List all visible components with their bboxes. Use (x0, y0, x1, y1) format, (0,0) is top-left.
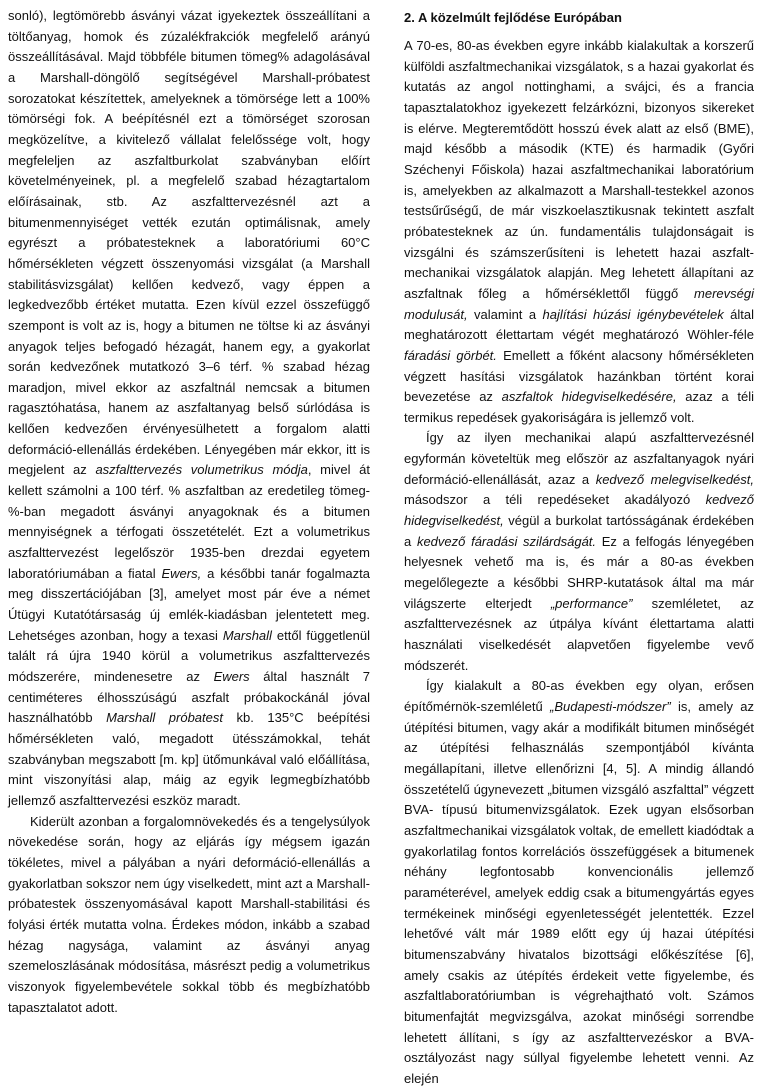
emphasized-text: Marshall (222, 627, 272, 643)
body-text: A 70-es, 80-as években egyre inkább kialakultak a korszerű külföldi aszfaltmechanikai vizsgálatok, s a hazai gyakorlat és kutatás az angol nottinghami, a svájci, és a francia tapasztalatokhoz igyekezett felzárkózni, bizonyos sikereket is elérve. Megteremtődött hosszú évek alatt az első (BME), majd később a második (KTE) és harmadik (Győri Széchenyi Főiskola) hazai aszfaltmechanikai laboratórium is, amelyekben az alkalmazott a Marshall-testekkel azonos testsűrűségű, de már viszkoelasztikusnak tekintett aszfalt próbatesteknek az ún. fundamentális tulajdonságait is vizsgálni és számszerűsíteni is lehetett hazai aszfalt-mechanikai vizsgálatok alapján. Meg lehetett állapítani az aszfaltnak főleg a hőmérséklettől függő (404, 38, 754, 301)
body-text: másodszor a téli repedéseket akadályozó (404, 492, 706, 508)
body-text: Kiderült azonban a forgalomnövekedés és a tengelysúlyok növekedése során, hogy az eljárás így mégsem igazán tökéletes, mivel a pályában a nyári deformáció-ellenállás a gyakorlatban sokszor nem úgy viselkedett, mint azt a Marshall-próbatestek összenyomásával kapott Marshall-stabilitási és folyási érték mutatta volna. Érdekes módon, inkább a szabad hézag nagysága, valamint az ásványi anyag szemeloszlásának módosítása, másrészt pedig a volumetrikus viszonyok figyelembevétele sokkal több és megbízhatóbb tapasztalatot adott. (8, 813, 370, 1015)
body-text: által meghatározott élettartam végét meghatározó Wöhler-féle (404, 306, 755, 343)
emphasized-text: merevségi modulusát, (404, 285, 754, 322)
body-text: által használt 7 centiméteres élhosszúságú aszfalt próbakockánál jóval használhatóbb (8, 669, 370, 726)
emphasized-text: Ewers, (161, 565, 202, 581)
emphasized-text: aszfalttervezés volumetrikus módja (95, 462, 308, 478)
body-text: szemléletet, az aszfalttervezésnek az útpálya kívánt élettartama alatti használati viselkedését alapvetően figyelembe vevő módszerét. (404, 595, 754, 673)
body-text: Így az ilyen mechanikai alapú aszfalttervezésnél egyformán követeltük meg először az aszfaltanyagok nyári deformáció-ellenállását, azaz a (404, 430, 754, 487)
paragraph (404, 428, 754, 676)
left-column (8, 6, 370, 1018)
emphasized-text: kedvező melegviselkedést, (595, 471, 754, 487)
body-text: ettől függetlenül talált rá újra 1940 körül a volumetrikus aszfalttervezés módszerére, mindenesetre az (8, 627, 371, 684)
body-text: azaz a téli termikus repedések gyakoriságára is jellemző volt. (404, 389, 754, 425)
emphasized-text: Marshall próbatest (106, 710, 223, 726)
emphasized-text: kedvező fáradási szilárdságát. (416, 533, 597, 549)
emphasized-text: „Budapesti-módszer” (550, 699, 671, 714)
right-column (404, 8, 754, 1089)
body-text: sonló), legtömörebb ásványi vázat igyekeztek összeállítani a töltőanyag, homok és zúzalékfrakciók megfelelő arányú összeállításával. Majd többféle bitumen tömeg% adagolásával a Marshall-döngölő segítségével Marshall-próbatest sorozatokat készítettek, amelyeknek a tömörsége lett a 100% tömörségi fok. A beépítésnél ezt a tömörséget szorosan megközelítve, a kivitelező vállalat felelőssége volt, hogy megfeleljen az aszfaltburkolat szabványban előírt követelményeinek, pl. a megfelelő szabad hézagtartalom előírásainak, stb. Az aszfalttervezésnél azt a bitumenmennyiséget vették ezután optimálisnak, amely egyrészt a próbatesteknek a laboratóriumi 60°C hőmérsékleten végzett összenyomási vizsgálat (a Marshall stabilitásvizsgálat) kellően kedvező, vagy éppen a legkedvezőbb értéket mutatta. Ezen kívül ezzel összefüggő szempont is volt az is, hogy a bitumen ne töltse ki az ásványi anyagok teljes befogadó hézagát, hanem egy, a gyakorlat során kedvezőnek mutatkozó 3–6 térf. % szabad hézag maradjon, mivel ekkor az aszfaltnál nemcsak a bitumen ragasztóhatása, hanem az aszfaltanyag belső súrlódása is kellően kedvezően érvényesülhetett a forgalom alatti deformáció-ellenállás érdekében. Lényegében már ekkor, itt is megjelent az (8, 8, 370, 478)
body-text: kb. 135°C beépítési hőmérsékleten való, megadott ütésszámokkal, tehát szabványban megszabott [m. kp] ütőmunkával való előállítása, mint viszonyítási alap, máig az egyik legmegbízhatóbb jellemző aszfalttervezési eszköz maradt. (8, 710, 371, 808)
emphasized-text: fáradási görbét. (404, 347, 497, 363)
emphasized-text: hajlítási húzási igénybevételek (542, 306, 724, 322)
paragraph (8, 6, 370, 812)
emphasized-text: kedvező hidegviselkedést, (404, 492, 754, 529)
body-text: , mivel át kellett számolni a 100 térf. % aszfaltban az eredetileg tömeg-%-ban megadott ásványi anyagoknak és a bitumen mennyiségnek a térfogati összetételét. Ezt a volumetrikus aszfalttervezést legelőször 1935-ben drezdai egyetem laboratóriumában a fiatal (8, 462, 370, 581)
emphasized-text: „performance” (550, 595, 633, 611)
body-text: a későbbi tanár fogalmazta meg disszertációjában [3], amelyet most pár éve a német Útügyi Kutatótársaság új emlék-kiadásban jelentetett meg. Lehetséges azonban, hogy a texasi (8, 565, 370, 643)
emphasized-text: Ewers (213, 669, 250, 684)
paragraph (404, 36, 754, 428)
body-text: is, amely az útépítési bitumen, vagy akár a modifikált bitumen minőségét az útépítési felhasználás szempontjából kívánta megállapítani, illetve ellenőrizni [4, 5]. A mindig állandó összetételű úgynevezett „bitumen vizsgáló aszfalttal” végzett BVA- típusú bitumenvizsgálatok. Ezek ugyan elsősorban aszfaltmechanikai vizsgálatok voltak, de emellett kiadódtak a gyakorlatilag fontos korrelációs összefüggések a bitumenek néhány legfontosabb konvencionális jellemző paraméterével, amelyek eddig csak a bitumengyártás egyes termékeinek minőségi egyenletességét jelentették. Ezzel lehetővé vált már 1989 előtt egy új hazai útépítési bitumenszabvány hivatalos bizottsági előkészítése [6], amely csakis az útépítés érdekeit vette figyelembe, és aszfaltlaboratóriumban is végrehajtható volt. Számos bitumenfajtát megvizsgálva, azokat minőségi sorrendbe lehetett állítani, s így az aszfalttervezéskor a BVA-osztályozást nagy súllyal figyelembe lehetett venni. Az elején (404, 699, 754, 1086)
body-text: végül a burkolat tartósságának érdekében a (404, 513, 754, 549)
body-text: Ez a felfogás lényegében helyesnek vehető ma is, és már a 80-as években megelőlegezte a későbbi SHRP-kutatások által ma már világszerte elterjedt (404, 533, 755, 611)
paragraph (404, 676, 754, 1089)
paragraph (8, 812, 370, 1019)
body-text: Így kialakult a 80-as években egy olyan, erősen építőmérnök-szemléletű (404, 678, 754, 714)
body-text: Emellett a főként alacsony hőmérsékleten végzett hasítási vizsgálatok hazánkban történt korai bevezetése az (404, 347, 754, 405)
body-text: valamint a (467, 306, 543, 322)
emphasized-text: aszfaltok hidegviselkedésére, (501, 389, 677, 405)
section-heading: 2. A közelmúlt fejlődése Európában (404, 10, 622, 25)
